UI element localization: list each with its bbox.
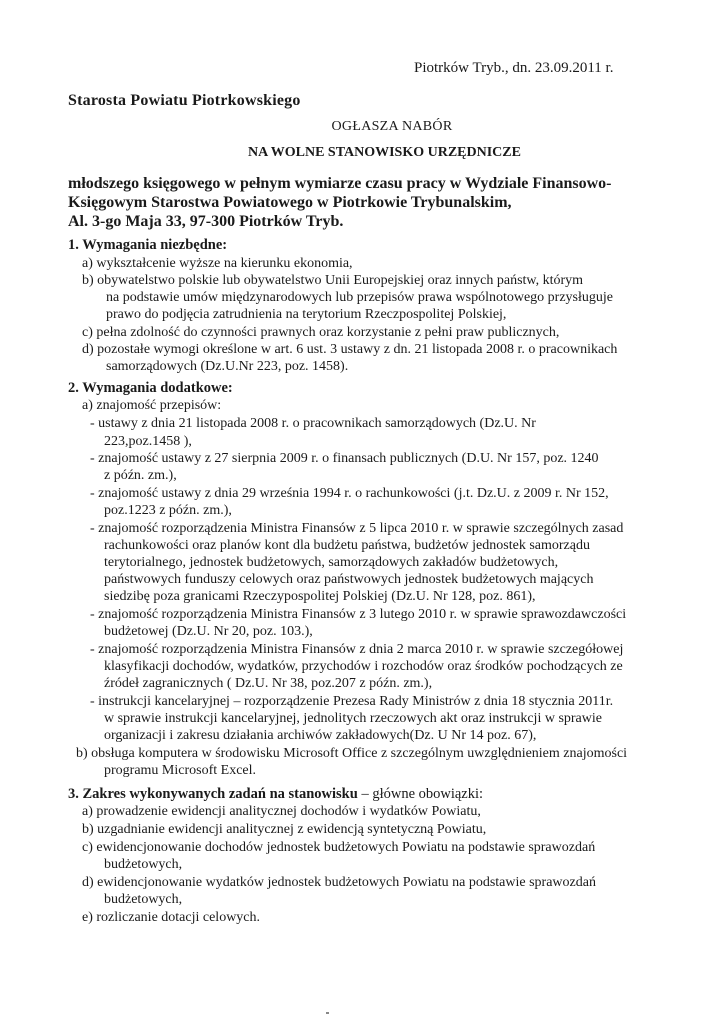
list-item: - znajomość rozporządzenia Ministra Finansów z dnia 2 marca 2010 r. w sprawie szczegółowej bbox=[90, 642, 624, 657]
section-3-title-suffix: – główne obowiązki: bbox=[357, 786, 484, 802]
list-item-continuation: budżetowych, bbox=[104, 857, 183, 872]
list-item-continuation: programu Microsoft Excel. bbox=[104, 763, 257, 778]
lead-line: młodszego księgowego w pełnym wymiarze czasu pracy w Wydziale Finansowo- bbox=[68, 175, 612, 192]
list-item: c) ewidencjonowanie dochodów jednostek budżetowych Powiatu na podstawie sprawozdań bbox=[82, 840, 596, 855]
section-1-title: 1. Wymagania niezbędne: bbox=[68, 237, 228, 253]
list-item: - znajomość rozporządzenia Ministra Finansów z 5 lipca 2010 r. w sprawie szczególnych zasad bbox=[90, 521, 624, 536]
list-item: d) pozostałe wymogi określone w art. 6 ust. 3 ustawy z dn. 21 listopada 2008 r. o pracownikach bbox=[82, 342, 618, 357]
list-item: - znajomość ustawy z dnia 29 września 1994 r. o rachunkowości (j.t. Dz.U. z 2009 r. Nr 152, bbox=[90, 486, 609, 501]
list-item: c) pełna zdolność do czynności prawnych oraz korzystanie z pełni praw publicznych, bbox=[82, 325, 560, 340]
section-2-title: 2. Wymagania dodatkowe: bbox=[68, 380, 233, 396]
list-item-continuation: z późn. zm.), bbox=[104, 468, 177, 483]
list-item: - znajomość rozporządzenia Ministra Finansów z 3 lutego 2010 r. w sprawie sprawozdawczości bbox=[90, 607, 627, 622]
list-item-continuation: prawo do podjęcia zatrudnienia na terytorium Rzeczpospolitej Polskiej, bbox=[106, 307, 507, 322]
scan-speck bbox=[326, 1012, 329, 1014]
organization-heading: Starosta Powiatu Piotrkowskiego bbox=[68, 92, 301, 109]
list-item: - ustawy z dnia 21 listopada 2008 r. o pracownikach samorządowych (Dz.U. Nr bbox=[90, 416, 536, 431]
list-item-continuation: samorządowych (Dz.U.Nr 223, poz. 1458). bbox=[106, 359, 349, 374]
list-item-continuation: klasyfikacji dochodów, wydatków, przychodów i rozchodów oraz środków pochodzących ze bbox=[104, 659, 623, 674]
list-item-continuation: rachunkowości oraz planów kont dla budżetu państwa, budżetów jednostek samorządu bbox=[104, 538, 590, 553]
place-date: Piotrków Tryb., dn. 23.09.2011 r. bbox=[414, 60, 614, 76]
list-item-continuation: terytorialnego, jednostek budżetowych, samorządowych zakładów budżetowych, bbox=[104, 555, 559, 570]
list-item: a) znajomość przepisów: bbox=[82, 398, 222, 413]
section-3-title-main: 3. Zakres wykonywanych zadań na stanowisku bbox=[68, 786, 358, 802]
list-item-continuation: państwowych funduszy celowych oraz państwowych jednostek budżetowych mających bbox=[104, 572, 594, 587]
list-item: - znajomość ustawy z 27 sierpnia 2009 r. o finansach publicznych (D.U. Nr 157, poz. 1240 bbox=[90, 451, 599, 466]
list-item: d) ewidencjonowanie wydatków jednostek budżetowych Powiatu na podstawie sprawozdań bbox=[82, 875, 596, 890]
list-item-continuation: 223,poz.1458 ), bbox=[104, 434, 192, 449]
lead-line: Księgowym Starostwa Powiatowego w Piotrkowie Trybunalskim, bbox=[68, 194, 512, 211]
list-item-continuation: budżetowej (Dz.U. Nr 20, poz. 103.), bbox=[104, 624, 313, 639]
list-item-continuation: na podstawie umów międzynarodowych lub przepisów prawa wspólnotowego przysługuje bbox=[106, 290, 613, 305]
list-item: b) obsługa komputera w środowisku Microsoft Office z szczególnym uwzględnieniem znajomości bbox=[76, 746, 628, 761]
list-item-continuation: budżetowych, bbox=[104, 892, 183, 907]
list-item-continuation: źródeł zagranicznych ( Dz.U. Nr 38, poz.207 z późn. zm.), bbox=[104, 676, 433, 691]
list-item-continuation: poz.1223 z późn. zm.), bbox=[104, 503, 232, 518]
list-item: - instrukcji kancelaryjnej – rozporządzenie Prezesa Rady Ministrów z dnia 18 stycznia 2011r. bbox=[90, 694, 614, 709]
list-item-continuation: w sprawie instrukcji kancelaryjnej, jednolitych rzeczowych akt oraz instrukcji w sprawie bbox=[104, 711, 602, 726]
lead-line: Al. 3-go Maja 33, 97-300 Piotrków Tryb. bbox=[68, 213, 344, 230]
list-item: a) prowadzenie ewidencji analitycznej dochodów i wydatków Powiatu, bbox=[82, 804, 481, 819]
position-heading: NA WOLNE STANOWISKO URZĘDNICZE bbox=[248, 145, 521, 160]
announce-heading: OGŁASZA NABÓR bbox=[331, 119, 453, 134]
list-item: b) uzgadnianie ewidencji analitycznej z ewidencją syntetyczną Powiatu, bbox=[82, 822, 487, 837]
list-item: b) obywatelstwo polskie lub obywatelstwo Unii Europejskiej oraz innych państw, którym bbox=[82, 273, 584, 288]
section-3-title bbox=[68, 786, 483, 802]
list-item-continuation: organizacji i zakresu działania archiwów zakładowych(Dz. U Nr 14 poz. 67), bbox=[104, 728, 537, 743]
list-item: a) wykształcenie wyższe na kierunku ekonomia, bbox=[82, 256, 353, 271]
list-item-continuation: siedzibę poza granicami Rzeczypospolitej Polskiej (Dz.U. Nr 128, poz. 861), bbox=[104, 589, 536, 604]
position-description bbox=[68, 174, 658, 231]
list-item: e) rozliczanie dotacji celowych. bbox=[82, 910, 261, 925]
